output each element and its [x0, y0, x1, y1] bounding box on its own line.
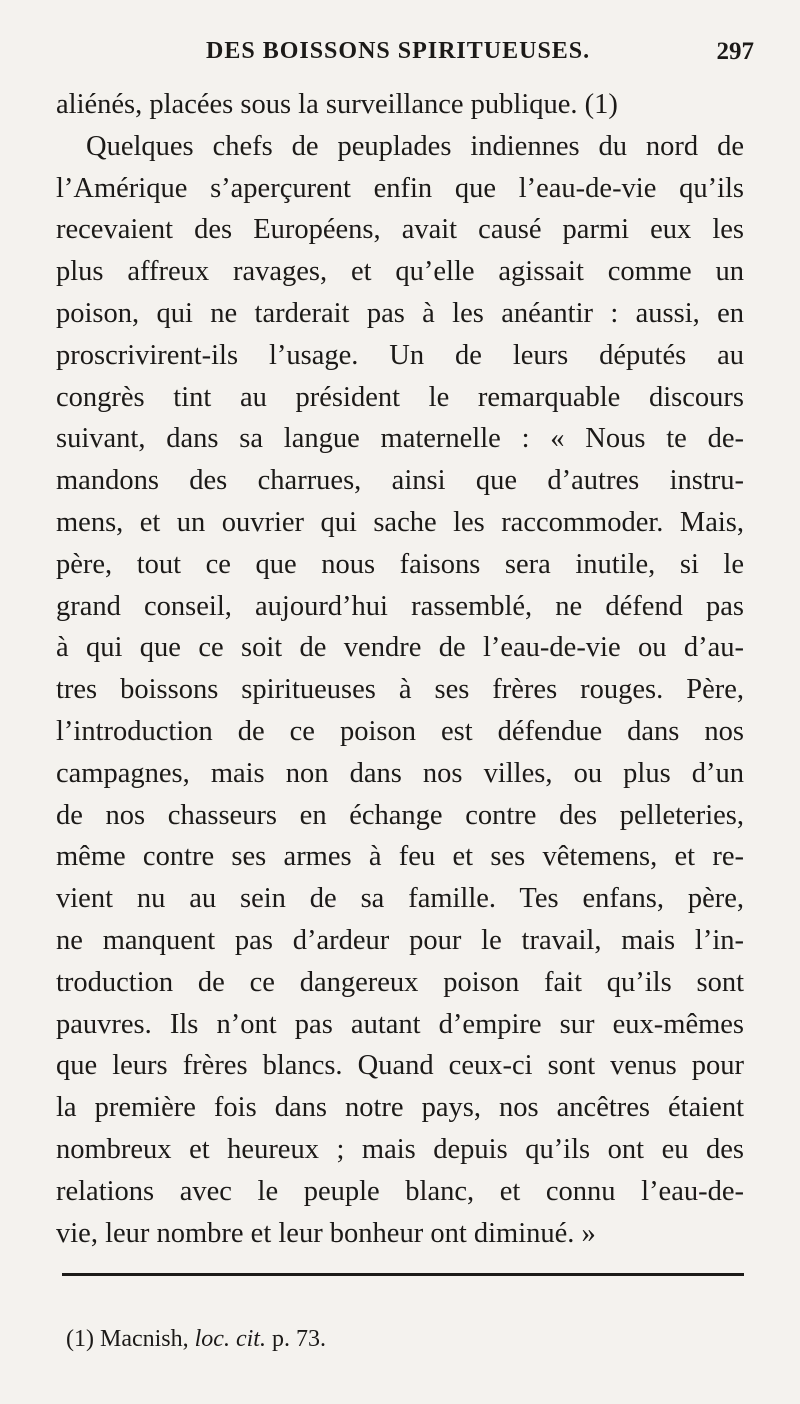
text-line: père, tout ce que nous faisons sera inutile, si le [56, 548, 744, 580]
text-line: campagnes, mais non dans nos villes, ou plus d’un [56, 757, 744, 789]
text-line: congrès tint au président le remarquable discours [56, 381, 744, 413]
text-line: de nos chasseurs en échange contre des pelleteries, [56, 799, 744, 831]
text-line: Quelques chefs de peuplades indiennes du nord de [86, 130, 744, 162]
text-line: l’introduction de ce poison est défendue dans nos [56, 715, 744, 747]
text-line: que leurs frères blancs. Quand ceux-ci sont venus pour [56, 1050, 744, 1082]
footnote-rule [62, 1273, 744, 1276]
footnote-marker: (1) [66, 1326, 94, 1352]
text-line: mens, et un ouvrier qui sache les raccommoder. Mais, [56, 506, 744, 538]
text-line: proscrivirent-ils l’usage. Un de leurs députés au [56, 339, 744, 371]
text-line: troduction de ce dangereux poison fait qu’ils sont [56, 966, 744, 998]
text-line: poison, qui ne tarderait pas à les anéantir : aussi, en [56, 297, 744, 329]
text-line: nombreux et heureux ; mais depuis qu’ils ont eu des [56, 1133, 744, 1165]
text-line: recevaient des Européens, avait causé parmi eux les [56, 214, 744, 246]
text-line: relations avec le peuple blanc, et connu l’eau-de- [56, 1175, 744, 1207]
text-line: la première fois dans notre pays, nos ancêtres étaient [56, 1092, 744, 1124]
running-title: DES BOISSONS SPIRITUEUSES. [206, 38, 591, 64]
text-line: ne manquent pas d’ardeur pour le travail, mais l’in- [56, 924, 744, 956]
footnote-page: p. 73. [271, 1326, 326, 1352]
body-text [56, 84, 744, 1254]
text-line: même contre ses armes à feu et ses vêtemens, et re- [56, 841, 744, 873]
text-line: aliénés, placées sous la surveillance publique. (1) [56, 89, 618, 120]
footnote [66, 1326, 326, 1353]
text-line: à qui que ce soit de vendre de l’eau-de-vie ou d’au- [56, 632, 744, 664]
text-line: vient nu au sein de sa famille. Tes enfans, père, [56, 883, 744, 915]
text-line: grand conseil, aujourd’hui rassemblé, ne défend pas [56, 590, 744, 622]
text-line: suivant, dans sa langue maternelle : « Nous te de- [56, 423, 744, 455]
footnote-reference: loc. cit. [194, 1326, 266, 1352]
text-line: tres boissons spiritueuses à ses frères rouges. Père, [56, 674, 744, 706]
text-line: plus affreux ravages, et qu’elle agissait comme un [56, 256, 744, 288]
page-number: 297 [716, 38, 754, 65]
footnote-author: Macnish, [99, 1326, 189, 1352]
running-head [56, 38, 760, 78]
text-line: mandons des charrues, ainsi que d’autres instru- [56, 465, 744, 497]
text-line: pauvres. Ils n’ont pas autant d’empire sur eux-mêmes [56, 1008, 744, 1040]
text-line: l’Amérique s’aperçurent enfin que l’eau-de-vie qu’ils [56, 172, 744, 204]
text-line: vie, leur nombre et leur bonheur ont diminué. » [56, 1217, 596, 1249]
